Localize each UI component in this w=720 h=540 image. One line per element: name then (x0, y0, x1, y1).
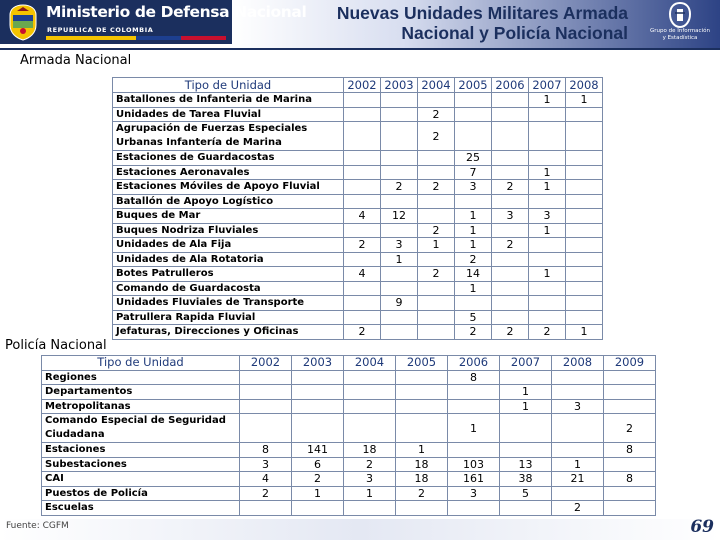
ministry-name: Ministerio de Defensa Nacional (46, 3, 307, 21)
row-label: Estaciones Aeronavales (113, 165, 344, 180)
table-cell (418, 281, 455, 296)
gie-logo (640, 2, 720, 48)
table-cell: 4 (240, 472, 292, 487)
table-row (113, 180, 603, 195)
column-header-year: 2008 (552, 356, 604, 371)
table-row (113, 296, 603, 311)
column-header-year: 2005 (455, 78, 492, 93)
table-cell (344, 310, 381, 325)
table-cell: 1 (344, 486, 396, 501)
row-label: Estaciones de Guardacostas (113, 151, 344, 166)
table-cell (396, 370, 448, 385)
table-cell (492, 310, 529, 325)
row-label: Unidades Fluviales de Transporte (113, 296, 344, 311)
table-cell: 1 (529, 267, 566, 282)
table-cell (455, 93, 492, 108)
row-label: Metropolitanas (42, 399, 240, 414)
column-header-year: 2002 (344, 78, 381, 93)
table-cell: 2 (492, 238, 529, 253)
row-label: Unidades de Ala Rotatoria (113, 252, 344, 267)
table-cell (566, 267, 603, 282)
table-cell (604, 385, 656, 400)
table-cell: 2 (396, 486, 448, 501)
table-row (113, 93, 603, 108)
table-cell: 8 (240, 443, 292, 458)
table-cell (500, 501, 552, 516)
row-label: Comando de Guardacosta (113, 281, 344, 296)
coat-of-arms-icon (6, 3, 40, 41)
header-divider (0, 48, 720, 50)
table-cell (529, 281, 566, 296)
table-cell (381, 93, 418, 108)
table-cell (396, 399, 448, 414)
table-cell (500, 370, 552, 385)
table-cell: 2 (455, 325, 492, 340)
table-cell (418, 296, 455, 311)
table-cell (344, 165, 381, 180)
table-cell (344, 107, 381, 122)
table-cell: 2 (418, 223, 455, 238)
table-cell (240, 399, 292, 414)
table-cell: 1 (455, 281, 492, 296)
table-cell (529, 122, 566, 151)
column-header-year: 2003 (292, 356, 344, 371)
table-cell: 5 (500, 486, 552, 501)
table-cell: 1 (500, 385, 552, 400)
row-label: Buques de Mar (113, 209, 344, 224)
table-cell (566, 151, 603, 166)
row-label: Estaciones (42, 443, 240, 458)
table-cell (566, 209, 603, 224)
table-cell: 1 (529, 180, 566, 195)
table-row (113, 310, 603, 325)
table-row (113, 151, 603, 166)
table-cell (381, 122, 418, 151)
table-cell (552, 385, 604, 400)
table-cell (240, 501, 292, 516)
table-cell (381, 267, 418, 282)
table-cell: 1 (552, 457, 604, 472)
column-header-year: 2006 (492, 78, 529, 93)
table-cell (566, 122, 603, 151)
table-cell: 1 (396, 443, 448, 458)
row-label: Agrupación de Fuerzas Especiales Urbanas Infantería de Marina (113, 122, 344, 151)
table-cell (418, 325, 455, 340)
table-cell: 1 (455, 238, 492, 253)
row-label: Puestos de Policía (42, 486, 240, 501)
table-cell: 1 (455, 209, 492, 224)
ministry-logo-banner (0, 0, 307, 44)
table-cell (418, 252, 455, 267)
table-cell: 38 (500, 472, 552, 487)
armada-section-title: Armada Nacional (20, 53, 132, 68)
table-row (113, 238, 603, 253)
column-header-year: 2007 (500, 356, 552, 371)
policia-table (41, 355, 656, 516)
table-cell: 12 (381, 209, 418, 224)
table-cell: 3 (381, 238, 418, 253)
table-cell (492, 93, 529, 108)
row-label: Unidades de Ala Fija (113, 238, 344, 253)
table-row (42, 501, 656, 516)
table-cell: 2 (492, 325, 529, 340)
table-cell: 2 (240, 486, 292, 501)
table-cell (381, 165, 418, 180)
table-cell (396, 385, 448, 400)
table-cell (566, 310, 603, 325)
table-cell (292, 370, 344, 385)
row-label: Escuelas (42, 501, 240, 516)
table-cell: 25 (455, 151, 492, 166)
table-cell (292, 501, 344, 516)
table-cell (344, 223, 381, 238)
table-cell: 13 (500, 457, 552, 472)
table-cell: 161 (448, 472, 500, 487)
table-cell: 1 (381, 252, 418, 267)
table-row (42, 486, 656, 501)
table-cell: 3 (552, 399, 604, 414)
table-cell (344, 194, 381, 209)
table-cell (492, 165, 529, 180)
table-cell (566, 107, 603, 122)
table-cell (566, 296, 603, 311)
table-cell (529, 310, 566, 325)
table-cell (492, 107, 529, 122)
table-cell: 8 (604, 472, 656, 487)
table-cell: 18 (396, 457, 448, 472)
policia-table-body (42, 370, 656, 515)
table-cell: 4 (344, 209, 381, 224)
table-cell (529, 107, 566, 122)
table-cell: 2 (604, 414, 656, 443)
table-cell (448, 501, 500, 516)
table-cell (604, 457, 656, 472)
table-cell: 3 (529, 209, 566, 224)
table-cell (566, 238, 603, 253)
table-row (113, 194, 603, 209)
table-row (42, 399, 656, 414)
gie-emblem-icon (668, 2, 692, 28)
table-cell: 1 (418, 238, 455, 253)
table-cell: 3 (240, 457, 292, 472)
table-row (113, 107, 603, 122)
table-cell: 2 (418, 122, 455, 151)
table-cell (455, 194, 492, 209)
page-number: 69 (690, 517, 714, 537)
column-header-year: 2007 (529, 78, 566, 93)
table-row (42, 472, 656, 487)
table-row (42, 414, 656, 443)
row-label: Comando Especial de Seguridad Ciudadana (42, 414, 240, 443)
policia-header-row (42, 356, 656, 371)
table-cell (344, 180, 381, 195)
row-label: Botes Patrulleros (113, 267, 344, 282)
table-cell (566, 281, 603, 296)
table-cell (455, 107, 492, 122)
table-cell: 2 (418, 180, 455, 195)
table-row (113, 165, 603, 180)
flag-stripes (46, 36, 226, 40)
table-cell (604, 486, 656, 501)
table-cell (396, 501, 448, 516)
column-header-year: 2002 (240, 356, 292, 371)
table-cell (344, 252, 381, 267)
table-cell: 103 (448, 457, 500, 472)
row-label: Departamentos (42, 385, 240, 400)
page-title-line-1: Nuevas Unidades Militares Armada (336, 3, 628, 23)
column-header-tipo: Tipo de Unidad (42, 356, 240, 371)
table-cell: 8 (448, 370, 500, 385)
table-cell: 2 (292, 472, 344, 487)
table-cell (552, 414, 604, 443)
column-header-tipo: Tipo de Unidad (113, 78, 344, 93)
table-cell (552, 370, 604, 385)
table-cell (344, 370, 396, 385)
table-row (113, 252, 603, 267)
table-cell: 1 (455, 223, 492, 238)
table-cell (381, 325, 418, 340)
table-cell (500, 414, 552, 443)
column-header-year: 2008 (566, 78, 603, 93)
table-cell (381, 107, 418, 122)
table-cell (381, 151, 418, 166)
row-label: Buques Nodriza Fluviales (113, 223, 344, 238)
table-cell (529, 252, 566, 267)
table-cell: 2 (344, 238, 381, 253)
table-cell: 6 (292, 457, 344, 472)
armada-header-row (113, 78, 603, 93)
table-cell (448, 443, 500, 458)
source-note: Fuente: CGFM (6, 521, 69, 531)
table-cell (492, 223, 529, 238)
table-cell (448, 385, 500, 400)
table-cell (292, 414, 344, 443)
table-cell (292, 399, 344, 414)
table-cell: 141 (292, 443, 344, 458)
table-cell (455, 122, 492, 151)
table-cell (381, 310, 418, 325)
table-cell (604, 501, 656, 516)
row-label: Batallón de Apoyo Logístico (113, 194, 344, 209)
table-cell (344, 296, 381, 311)
table-cell (418, 194, 455, 209)
table-cell: 1 (292, 486, 344, 501)
footer-bar (0, 519, 720, 540)
table-cell (500, 443, 552, 458)
table-cell: 9 (381, 296, 418, 311)
row-label: Jefaturas, Direcciones y Oficinas (113, 325, 344, 340)
table-cell: 2 (418, 267, 455, 282)
table-cell: 1 (566, 325, 603, 340)
table-cell (455, 296, 492, 311)
table-cell (492, 151, 529, 166)
table-cell (492, 296, 529, 311)
table-cell (604, 399, 656, 414)
table-cell (344, 281, 381, 296)
table-cell: 2 (552, 501, 604, 516)
table-cell: 1 (529, 93, 566, 108)
table-cell (566, 223, 603, 238)
page-title-line-2: Nacional y Policía Nacional (401, 23, 628, 43)
table-cell (418, 165, 455, 180)
table-cell: 2 (344, 457, 396, 472)
table-row (113, 209, 603, 224)
table-cell (344, 93, 381, 108)
table-cell (418, 93, 455, 108)
gie-text-line-1: Grupo de Información (650, 28, 710, 34)
table-cell: 8 (604, 443, 656, 458)
column-header-year: 2006 (448, 356, 500, 371)
table-cell: 3 (344, 472, 396, 487)
row-label: Batallones de Infanteria de Marina (113, 93, 344, 108)
table-cell (381, 194, 418, 209)
table-cell (492, 267, 529, 282)
table-cell (292, 385, 344, 400)
table-cell (566, 252, 603, 267)
table-cell (492, 252, 529, 267)
table-cell (381, 223, 418, 238)
table-cell (396, 414, 448, 443)
table-row (113, 223, 603, 238)
table-cell (418, 209, 455, 224)
table-cell (552, 486, 604, 501)
table-cell (344, 151, 381, 166)
table-cell (529, 194, 566, 209)
table-row (113, 122, 603, 151)
row-label: Unidades de Tarea Fluvial (113, 107, 344, 122)
table-cell (344, 399, 396, 414)
table-cell (529, 296, 566, 311)
table-cell (344, 122, 381, 151)
table-cell (566, 194, 603, 209)
table-row (42, 370, 656, 385)
column-header-year: 2005 (396, 356, 448, 371)
table-cell: 7 (455, 165, 492, 180)
table-cell: 18 (396, 472, 448, 487)
table-cell (552, 443, 604, 458)
armada-table-body (113, 93, 603, 340)
header (0, 0, 720, 52)
table-cell: 3 (448, 486, 500, 501)
page-title (300, 3, 628, 43)
table-cell: 4 (344, 267, 381, 282)
table-cell: 2 (492, 180, 529, 195)
table-cell (448, 399, 500, 414)
table-cell: 1 (500, 399, 552, 414)
table-row (113, 267, 603, 282)
table-cell: 2 (344, 325, 381, 340)
table-cell (381, 281, 418, 296)
table-cell (492, 122, 529, 151)
table-cell: 5 (455, 310, 492, 325)
table-cell (604, 370, 656, 385)
table-cell: 2 (381, 180, 418, 195)
table-cell (344, 385, 396, 400)
table-row (42, 385, 656, 400)
table-cell: 1 (566, 93, 603, 108)
table-cell (566, 180, 603, 195)
table-row (113, 281, 603, 296)
table-cell: 2 (455, 252, 492, 267)
table-row (42, 457, 656, 472)
table-cell (492, 194, 529, 209)
table-cell (240, 414, 292, 443)
ministry-subtitle: REPUBLICA DE COLOMBIA (47, 26, 154, 34)
row-label: Estaciones Móviles de Apoyo Fluvial (113, 180, 344, 195)
table-cell: 3 (492, 209, 529, 224)
table-cell (240, 370, 292, 385)
table-cell (566, 165, 603, 180)
table-cell (529, 151, 566, 166)
table-cell: 2 (529, 325, 566, 340)
table-cell: 18 (344, 443, 396, 458)
table-cell: 2 (418, 107, 455, 122)
table-cell (492, 281, 529, 296)
row-label: Patrullera Rapida Fluvial (113, 310, 344, 325)
row-label: Regiones (42, 370, 240, 385)
table-cell (344, 501, 396, 516)
column-header-year: 2004 (344, 356, 396, 371)
table-cell: 1 (529, 223, 566, 238)
column-header-year: 2004 (418, 78, 455, 93)
table-cell: 14 (455, 267, 492, 282)
table-cell: 1 (529, 165, 566, 180)
table-cell (344, 414, 396, 443)
column-header-year: 2003 (381, 78, 418, 93)
table-cell: 3 (455, 180, 492, 195)
column-header-year: 2009 (604, 356, 656, 371)
gie-text-line-2: y Estadística (662, 34, 698, 41)
row-label: Subestaciones (42, 457, 240, 472)
table-cell: 1 (448, 414, 500, 443)
table-row (113, 325, 603, 340)
table-cell: 21 (552, 472, 604, 487)
armada-table (112, 77, 603, 340)
table-cell (240, 385, 292, 400)
table-cell (529, 238, 566, 253)
row-label: CAI (42, 472, 240, 487)
policia-section-title: Policía Nacional (5, 338, 107, 353)
table-cell (418, 151, 455, 166)
table-cell (418, 310, 455, 325)
table-row (42, 443, 656, 458)
